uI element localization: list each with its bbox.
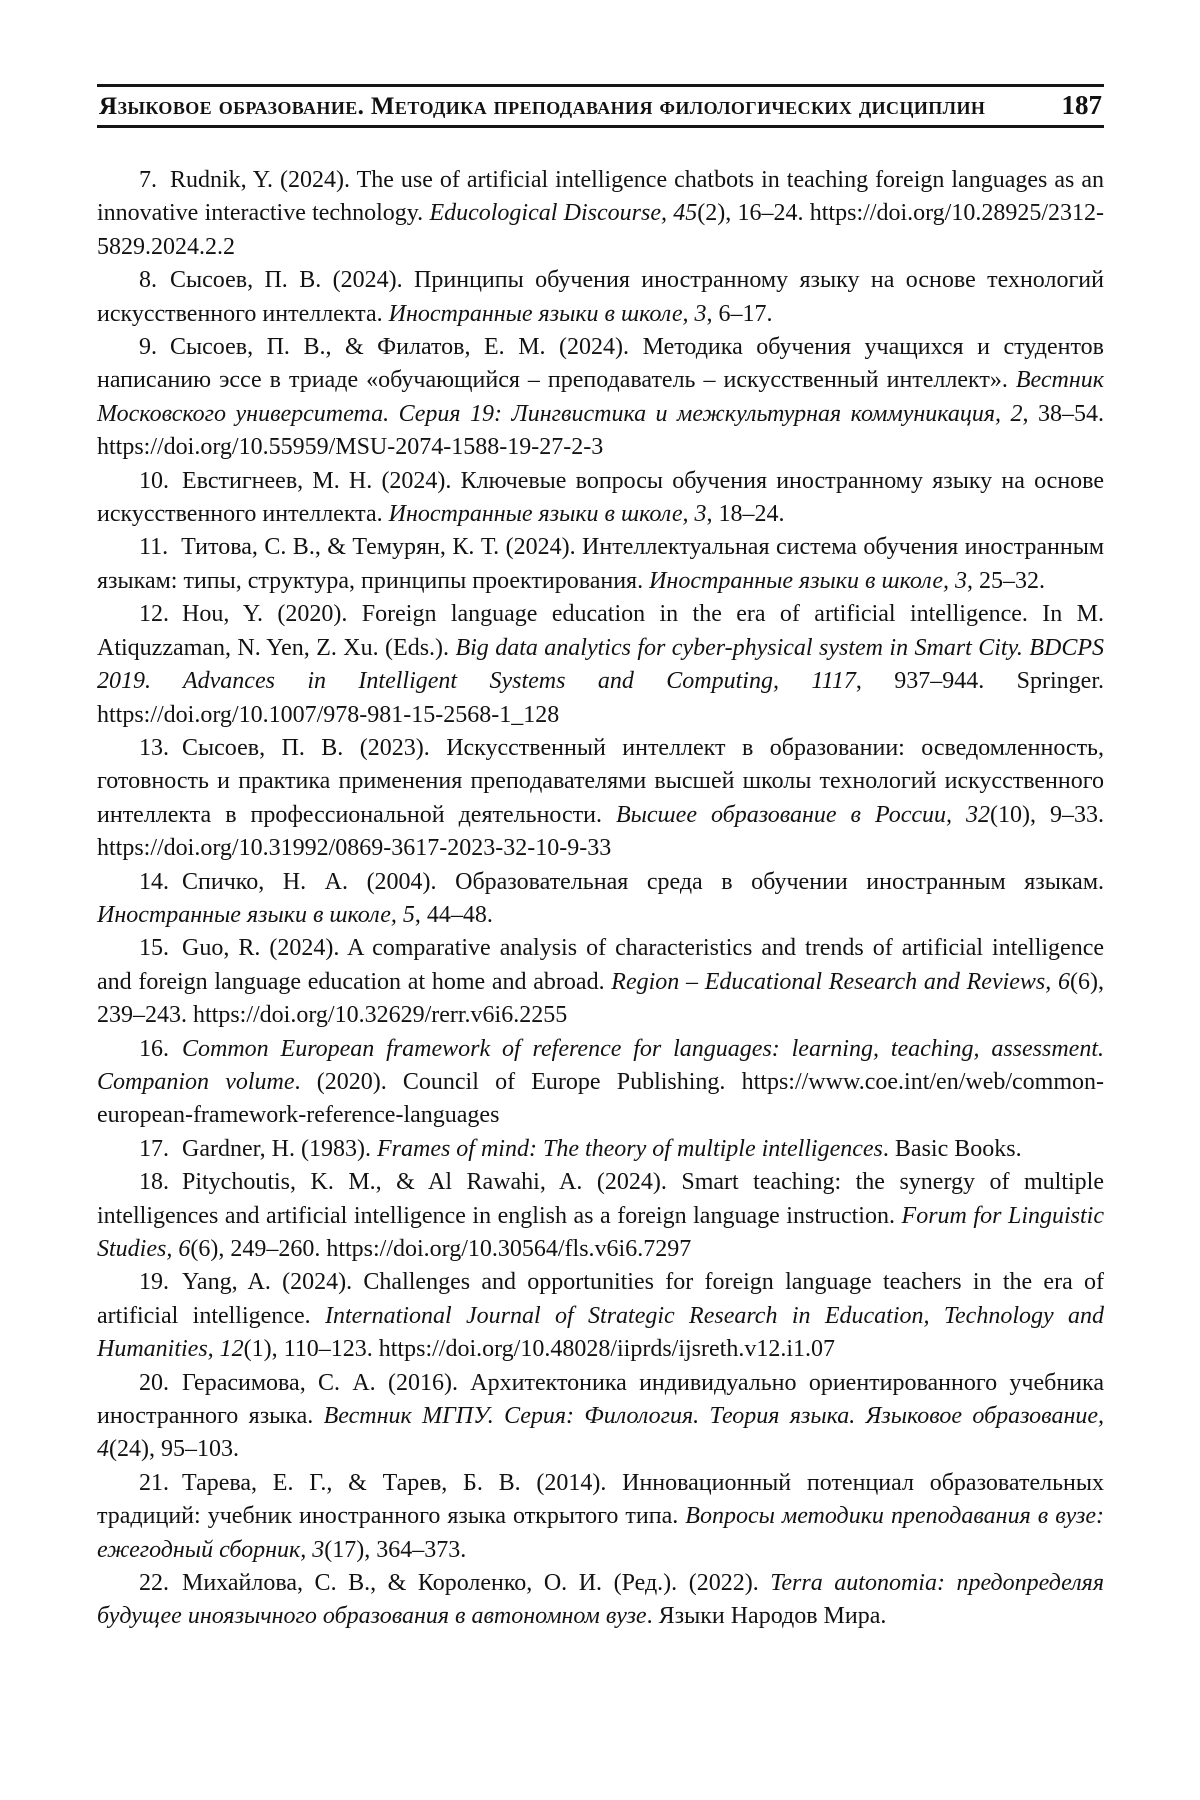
reference-source-italic: Иностранные языки в школе, 3 — [388, 300, 707, 327]
reference-text: , 6–17. — [706, 300, 773, 327]
reference-item — [97, 732, 1104, 866]
reference-number: 22. — [139, 1570, 169, 1597]
reference-text: Евстигнеев, М. Н. (2024). Ключевые вопросы обучения иностранному языку на основе искусственного интеллекта. — [97, 467, 1104, 528]
reference-item — [97, 164, 1104, 264]
reference-text: Сысоев, П. В., & Филатов, Е. М. (2024). Методика обучения учащихся и студентов написанию эссе в триаде «обучающийся – преподаватель – искусственный интеллект». — [97, 334, 1104, 394]
reference-text: , 25–32. — [967, 567, 1045, 594]
reference-item — [97, 866, 1104, 933]
reference-item — [97, 1133, 1104, 1166]
reference-list — [97, 164, 1104, 1634]
reference-text: Сысоев, П. В. (2024). Принципы обучения иностранному языку на основе технологий искусственного интеллекта. — [97, 267, 1104, 327]
reference-number: 13. — [139, 734, 169, 761]
reference-text: (24), 95–103. — [109, 1436, 239, 1463]
reference-source-italic: Educological Discourse, 45 — [429, 200, 698, 227]
reference-source-italic: Вопросы методики преподавания в вузе: ежегодный сборник, 3 — [97, 1503, 1104, 1563]
reference-source-italic: Region – Educational Research and Reviews, 6 — [611, 968, 1071, 995]
running-header-title: Языковое образование. Методика преподавания филологических дисциплин — [99, 93, 986, 120]
reference-text: (6), 239–243. https://doi.org/10.32629/rerr.v6i6.2255 — [97, 968, 1104, 1029]
reference-number: 19. — [139, 1269, 169, 1296]
reference-number: 16. — [139, 1035, 169, 1062]
reference-number: 14. — [139, 868, 169, 895]
reference-text: Yang, A. (2024). Challenges and opportunities for foreign language teachers in the era of artificial intelligence. — [97, 1269, 1104, 1329]
reference-text: Сысоев, П. В. (2023). Искусственный интеллект в образовании: осведомленность, готовность и практика применения преподавателями высшей школы технологий искусственного интеллекта в профессиональной деятельности. — [97, 734, 1104, 828]
reference-text: . Языки Народов Мира. — [646, 1603, 887, 1630]
reference-source-italic: Forum for Linguistic Studies, 6 — [97, 1202, 1104, 1262]
reference-text: , 937–944. Springer. https://doi.org/10.1007/978-981-15-2568-1_128 — [97, 668, 1105, 728]
running-header — [97, 84, 1104, 128]
page-number: 187 — [1061, 90, 1102, 120]
reference-text: (17), 364–373. — [324, 1536, 467, 1563]
reference-source-italic: Иностранные языки в школе, 3 — [649, 567, 967, 594]
reference-item — [97, 1367, 1104, 1467]
reference-text: , 18–24. — [706, 501, 785, 528]
reference-text: . (2020). Council of Europe Publishing. https://www.coe.int/en/web/common-european-framework-reference-languages — [97, 1068, 1105, 1129]
reference-number: 10. — [139, 467, 169, 494]
reference-text: Pitychoutis, K. M., & Al Rawahi, A. (2024). Smart teaching: the synergy of multiple intelligences and artificial intelligence in english as a foreign language instruction. — [97, 1169, 1104, 1229]
reference-text: Guo, R. (2024). A comparative analysis of characteristics and trends of artificial intelligence and foreign language education at home and abroad. — [97, 935, 1104, 995]
reference-text: (1), 110–123. https://doi.org/10.48028/iiprds/ijsreth.v12.i1.07 — [243, 1336, 835, 1363]
reference-item — [97, 1033, 1104, 1133]
reference-item — [97, 1166, 1104, 1266]
reference-text: Rudnik, Y. (2024). The use of artificial intelligence chatbots in teaching foreign languages as an innovative interactive technology. — [97, 167, 1104, 227]
reference-source-italic: Terra autonomia: предопределяя будущее иноязычного образования в автономном вузе — [97, 1570, 1104, 1630]
reference-number: 17. — [139, 1135, 169, 1162]
reference-source-italic: Иностранные языки в школе, 5 — [97, 901, 415, 928]
text-block — [97, 84, 1104, 1634]
reference-text: , 38–54. https://doi.org/10.55959/MSU-2074-1588-19-27-2-3 — [97, 400, 1105, 461]
reference-item — [97, 1266, 1104, 1366]
reference-number: 8. — [139, 267, 157, 294]
reference-text: (10), 9–33. https://doi.org/10.31992/0869-3617-2023-32-10-9-33 — [97, 801, 1105, 862]
reference-text: . Basic Books. — [882, 1135, 1022, 1162]
reference-source-italic: Frames of mind: The theory of multiple intelligences — [376, 1135, 883, 1162]
reference-text: (6), 249–260. https://doi.org/10.30564/fls.v6i6.7297 — [190, 1236, 692, 1262]
reference-text: Михайлова, С. В., & Короленко, О. И. (Ред.). (2022). — [182, 1570, 771, 1597]
reference-source-italic: Common European framework of reference for languages: learning, teaching, assessment. Companion volume — [97, 1035, 1104, 1095]
reference-text: Титова, С. В., & Темурян, К. Т. (2024). Интеллектуальная система обучения иностранным языкам: типы, структура, принципы проектирования. — [97, 534, 1104, 594]
reference-item — [97, 1467, 1104, 1567]
reference-number: 12. — [139, 601, 169, 628]
reference-text: Hou, Y. (2020). Foreign language education in the era of artificial intelligence. In M. Atiquzzaman, N. Yen, Z. Xu. (Eds.). — [97, 601, 1104, 661]
reference-number: 18. — [139, 1169, 169, 1196]
reference-text: Герасимова, С. А. (2016). Архитектоника индивидуально ориентированного учебника иностранного языка. — [97, 1369, 1104, 1430]
reference-source-italic: Иностранные языки в школе, 3 — [388, 501, 707, 528]
reference-text: (2), 16–24. https://doi.org/10.28925/2312-5829.2024.2.2 — [97, 200, 1105, 260]
reference-text: , 44–48. — [414, 901, 493, 928]
reference-text: Gardner, H. (1983). — [182, 1135, 377, 1162]
reference-item — [97, 932, 1104, 1032]
reference-number: 9. — [139, 334, 157, 361]
reference-number: 20. — [139, 1369, 169, 1396]
reference-item — [97, 264, 1104, 331]
reference-source-italic: Big data analytics for cyber-physical system in Smart City. BDCPS 2019. Advances in Intelligent Systems and Computing, 1117 — [97, 634, 1105, 695]
reference-text: Спичко, Н. А. (2004). Образовательная среда в обучении иностранным языкам. — [182, 868, 1104, 895]
reference-source-italic: Высшее образование в России, 32 — [615, 801, 991, 828]
reference-number: 15. — [139, 935, 169, 962]
reference-item — [97, 531, 1104, 598]
reference-number: 11. — [139, 534, 169, 561]
reference-item — [97, 598, 1104, 732]
reference-source-italic: Вестник Московского университета. Серия 19: Лингвистика и межкультурная коммуникация, 2 — [97, 367, 1104, 427]
reference-item — [97, 1567, 1104, 1634]
reference-item — [97, 331, 1104, 465]
reference-source-italic: Вестник МГПУ. Серия: Филология. Теория языка. Языковое образование, 4 — [97, 1403, 1104, 1463]
reference-text: Тарева, Е. Г., & Тарев, Б. В. (2014). Инновационный потенциал образовательных традиций: учебник иностранного языка открытого типа. — [97, 1469, 1104, 1530]
reference-number: 7. — [139, 167, 157, 193]
reference-number: 21. — [139, 1469, 169, 1496]
reference-item — [97, 465, 1104, 532]
reference-source-italic: International Journal of Strategic Research in Education, Technology and Humanities, 12 — [97, 1302, 1105, 1363]
